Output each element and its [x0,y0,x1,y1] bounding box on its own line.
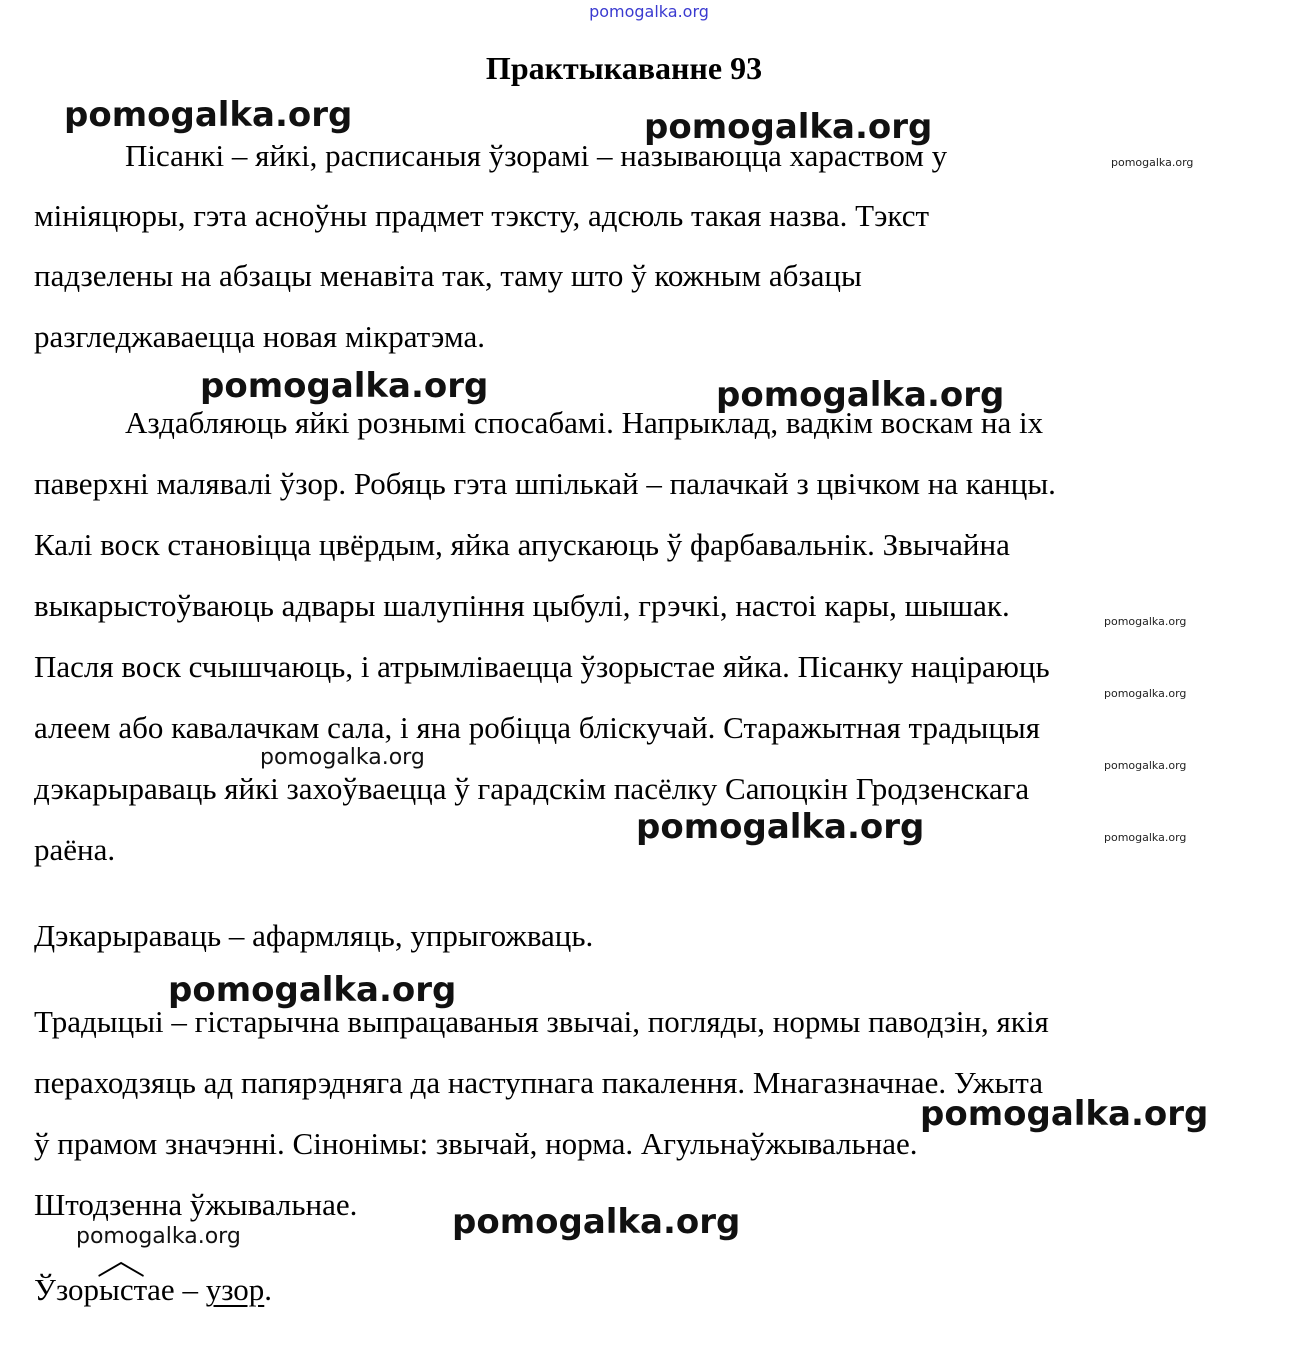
watermark: pomogalka.org [1104,759,1187,772]
top-watermark: pomogalka.org [589,2,709,21]
page-title: Практыкаванне 93 [485,50,763,86]
definition-tradition-line: Традыцыі – гістарычна выпрацаваныя звычаі, погляды, нормы паводзін, якія [34,1004,1049,1039]
paragraph1-line: разгледжаваецца новая мікратэма. [34,319,485,354]
paragraph2-line: Калі воск становіцца цвёрдым, яйка апускаюць ў фарбавальнік. Звычайна [34,527,1010,562]
paragraph2-line: раёна. [34,832,116,867]
watermark: pomogalka.org [168,970,457,1010]
watermark: pomogalka.org [1104,831,1187,844]
paragraph1-line: падзелены на абзацы менавіта так, таму што ў кожным абзацы [34,258,862,293]
suffix-mark [99,1270,147,1310]
watermark: pomogalka.org [644,107,933,147]
watermark: pomogalka.org [64,95,353,135]
word-ending: ае [147,1272,175,1307]
dash: – [174,1272,206,1307]
word-start: Ўзор [34,1272,100,1307]
definition-decorate: Дэкарыраваць – афармляць, упрыгожваць. [34,918,594,953]
watermark: pomogalka.org [76,1224,241,1249]
paragraph1-line: мініяцюры, гэта асноўны прадмет тэксту, адсюль такая назва. Тэкст [34,198,930,233]
paragraph2-line: алеем або кавалачкам сала, і яна робіцца бліскучай. Старажытная традыцыя [34,710,1041,745]
root-word: узор [205,1272,265,1307]
paragraph2-line: Пасля воск счышчаюць, і атрымліваецца ўзорыстае яйка. Пісанку націраюць [34,649,1050,684]
watermark: pomogalka.org [260,745,425,770]
paragraph1-line: Пісанкі – яйкі, расписаныя ўзорамі – называюцца хараством у [125,138,948,173]
watermark: pomogalka.org [1104,615,1187,628]
paragraph2-line: Аздабляюць яйкі рознымі спосабамі. Напрыклад, вадкім воскам на іх [125,405,1044,440]
watermark: pomogalka.org [636,807,925,847]
watermark: pomogalka.org [452,1202,741,1242]
paragraph2-line: паверхні малявалі ўзор. Робяць гэта шпількай – палачкай з цвічком на канцы. [34,466,1056,501]
watermark: pomogalka.org [1104,687,1187,700]
suffix-arc-icon [97,1260,145,1278]
watermark: pomogalka.org [716,375,1005,415]
definition-tradition-line: ў прамом значэнні. Сінонімы: звычай, норма. Агульнаўжывальнае. [34,1126,918,1161]
suffix-text: ыст [99,1272,148,1307]
paragraph2-line: выкарыстоўваюць адвары шалупіння цыбулі, грэчкі, настоі кары, шышак. [34,588,1010,623]
paragraph2-line: дэкарыраваць яйкі захоўваецца ў гарадскім пасёлку Сапоцкін Гродзенскага [34,771,1030,806]
watermark: pomogalka.org [200,366,489,406]
watermark: pomogalka.org [920,1094,1209,1134]
definition-tradition-line: пераходзяць ад папярэдняга да наступнага пакалення. Мнагазначнае. Ужыта [34,1065,1043,1100]
watermark: pomogalka.org [1111,156,1194,169]
period: . [264,1272,273,1307]
definition-tradition-line: Штодзенна ўжывальнае. [34,1187,358,1222]
morphemic-analysis [34,1270,272,1310]
